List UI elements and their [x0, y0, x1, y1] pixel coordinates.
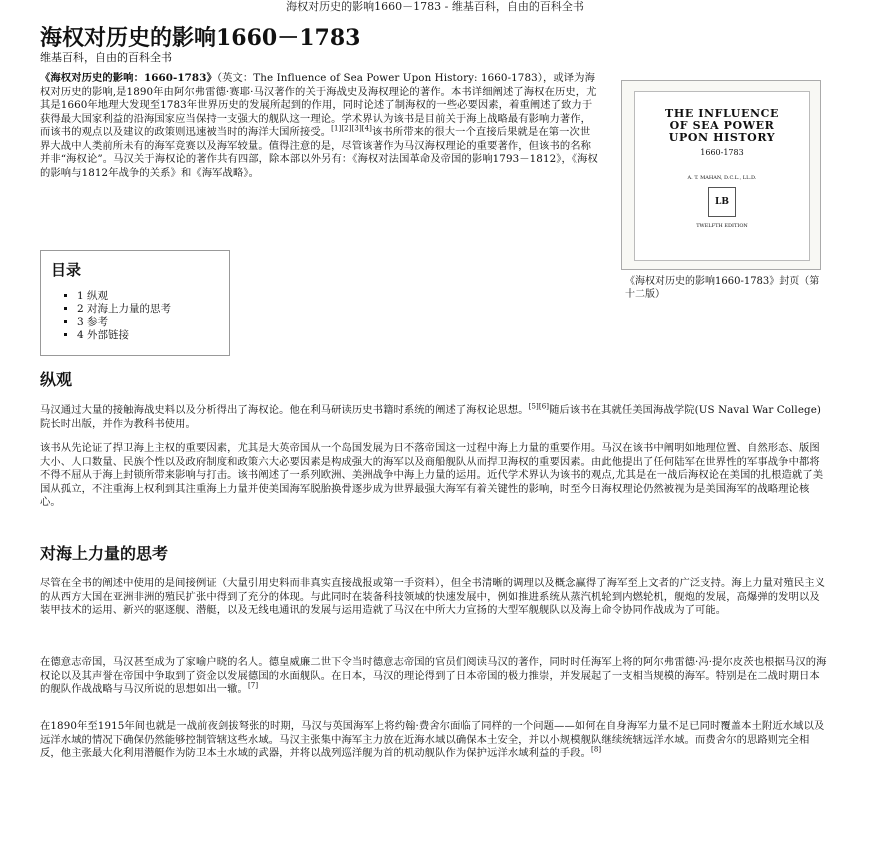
intro-text-1: （英文：The Influence of Sea Power Upon History: 1660-1783），或译为海权对历史的影响,是1890年由阿尔弗雷德·赛耶·马汉著作的关于海战史及海权理论的著作。本书详细阐述了海权在历史，尤其是1660年地理大发现至1783年世界历史的发展所起到的作用，同时论述了制海权的一些必要因素，着重阐述了致力于获得最大国家利益的沿海国家应当保持一支强大的舰队这一理论。学术界认为该书是目前关于海上战略最有影响力著作，而该书的观点以及建议的政策则迅速被当时的海洋大国所接受。 — [40, 72, 597, 138]
toc-item-external-links[interactable]: ▪ 4 外部链接 — [77, 329, 219, 342]
cover-years: 1660-1783 — [700, 148, 744, 157]
book-cover-image[interactable] — [621, 80, 821, 270]
intro-bold-title: 《海权对历史的影响：1660-1783》 — [40, 72, 217, 84]
cover-page — [634, 91, 810, 261]
table-of-contents — [40, 250, 230, 356]
toc-title: 目录 — [51, 261, 82, 279]
cover-title-line: OF SEA POWER — [669, 119, 775, 132]
cover-author: A. T. MAHAN, D.C.L., LL.D. — [687, 175, 757, 181]
toc-list — [51, 290, 219, 342]
cover-title-line: UPON HISTORY — [668, 131, 776, 144]
overview-paragraph-1 — [40, 404, 830, 431]
thoughts-paragraph-1: 尽管在全书的阐述中使用的是间接例证（大量引用史料而非真实直接战报或第一手资料），但全书清晰的调理以及概念赢得了海军至上文者的广泛支持。海上力量对殖民主义的从西方大国在亚洲非洲的殖民扩张中得到了充分的体现。与此同时在装备科技领域的快速发展中，例如推进系统从蒸汽机轮到内燃轮机，舰炮的发展，高爆弹的发明以及装甲技术的运用、新兴的驱逐舰、潜艇，以及无线电通讯的发展与运用造就了马汉在中所大力宣扬的大型军舰舰队以及海上命令协同作战成为了可能。 — [40, 577, 826, 616]
toc-item-overview[interactable]: ▪ 1 纵观 — [77, 290, 219, 303]
citation-link[interactable]: [1][2][3][4] — [331, 124, 372, 133]
infobox — [621, 80, 821, 306]
citation-link[interactable]: [7] — [247, 681, 259, 690]
page-subtitle: 维基百科，自由的百科全书 — [40, 51, 172, 64]
overview-paragraph-2: 该书从先论证了捍卫海上主权的重要因素，尤其是大英帝国从一个岛国发展为日不落帝国这一过程中海上力量的重要作用。马汉在该书中阐明如地理位置、自然形态、版图大小、人口数量、民族个性以及政府制度和政策六大必要因素是构成强大的海军以及商船舰队从而捍卫海权的重要因素。由此他提出了任何陆军在世界性的军事战争中都将不得不屈从于海上封锁所带来影响与打击。该书阐述了一系列欧洲、美洲战争中海上力量的运用。近代学术界认为该书的观点,尤其是在一战后海权论在美国的扎根造就了美国从孤立，不注重海上权利到其注重海上力量并使美国海军脱胎换骨逐步成为世界最强大海军有着关键性的影响，时至今日海权理论仍然被视为是美国海军的战略理论核心。 — [40, 442, 824, 508]
intro-paragraph — [40, 72, 600, 180]
cover-title-line: THE INFLUENCE — [665, 107, 779, 120]
toc-item-thoughts[interactable]: ▪ 2 对海上力量的思考 — [77, 303, 219, 316]
paragraph-text: 马汉通过大量的接触海战史料以及分析得出了海权论。他在利马研读历史书籍时系统的阐述了海权论思想。 — [40, 404, 529, 416]
section-heading-overview: 纵观 — [40, 370, 73, 389]
thoughts-paragraph-2 — [40, 656, 830, 697]
paragraph-text: 在德意志帝国，马汉甚至成为了家喻户晓的名人。德皇威廉二世下令当时德意志帝国的官员们阅读马汉的著作，同时时任海军上将的阿尔弗雷德·冯·提尔皮茨也根据马汉的海权论以及其声誉在帝国中争取到了资金以发展德国的水面舰队。在日本，马汉的理论得到了日本帝国的极力推崇，并发展起了一支相当规模的海军。特别是在二战时期日本的舰队作战战略与马汉所说的思想如出一辙。 — [40, 656, 827, 695]
toc-item-references[interactable]: ▪ 3 参考 — [77, 316, 219, 329]
publisher-emblem-icon: LB — [708, 187, 736, 217]
cover-caption: 《海权对历史的影响1660-1783》封页（第十二版） — [625, 276, 820, 300]
citation-link[interactable]: [5][6] — [528, 402, 550, 411]
cover-title — [635, 108, 809, 144]
window-title: 海权对历史的影响1660－1783 - 维基百科，自由的百科全书 — [286, 0, 584, 13]
section-heading-thoughts: 对海上力量的思考 — [40, 544, 169, 563]
thoughts-paragraph-3 — [40, 720, 830, 761]
paragraph-text: 在1890年至1915年间也就是一战前夜剑拔弩张的时期，马汉与英国海军上将约翰·费舍尔面临了同样的一个问题——如何在自身海军力量不足已同时覆盖本土附近水域以及远洋水域的情况下确保仍然能够控制管辖这些水域。马汉主张集中海军主力放在近海水域以确保本土安全，并以小规模舰队继续统辖远洋水域。而费舍尔的思路则完全相反，他主张最大化利用潜艇作为防卫本土水域的武器，并将以战列巡洋舰为首的机动舰队作为保护远洋水域利益的手段。 — [40, 720, 825, 759]
citation-link[interactable]: [8] — [591, 745, 602, 754]
paragraph-text: 随后该书在其就任美国海战学院(US Naval War College)院长时出版，并作为教科书使用。 — [40, 404, 822, 430]
page-title: 海权对历史的影响1660－1783 — [40, 25, 361, 51]
cover-edition: TWELFTH EDITION — [696, 223, 748, 229]
intro-text-2: 该书所带来的很大一个直接后果就是在第一次世界大战中人类前所未有的海军竞赛以及海军较量。值得注意的是，尽管该著作为马汉海权理论的重要著作，但该书的名称并非“海权论”。马汉关于海权论的著作共有四部，除本部以外另有：《海权对法国革命及帝国的影响1793－1812》，《海权的影响与1812年战争的关系》和《海军战略》。 — [40, 126, 598, 179]
